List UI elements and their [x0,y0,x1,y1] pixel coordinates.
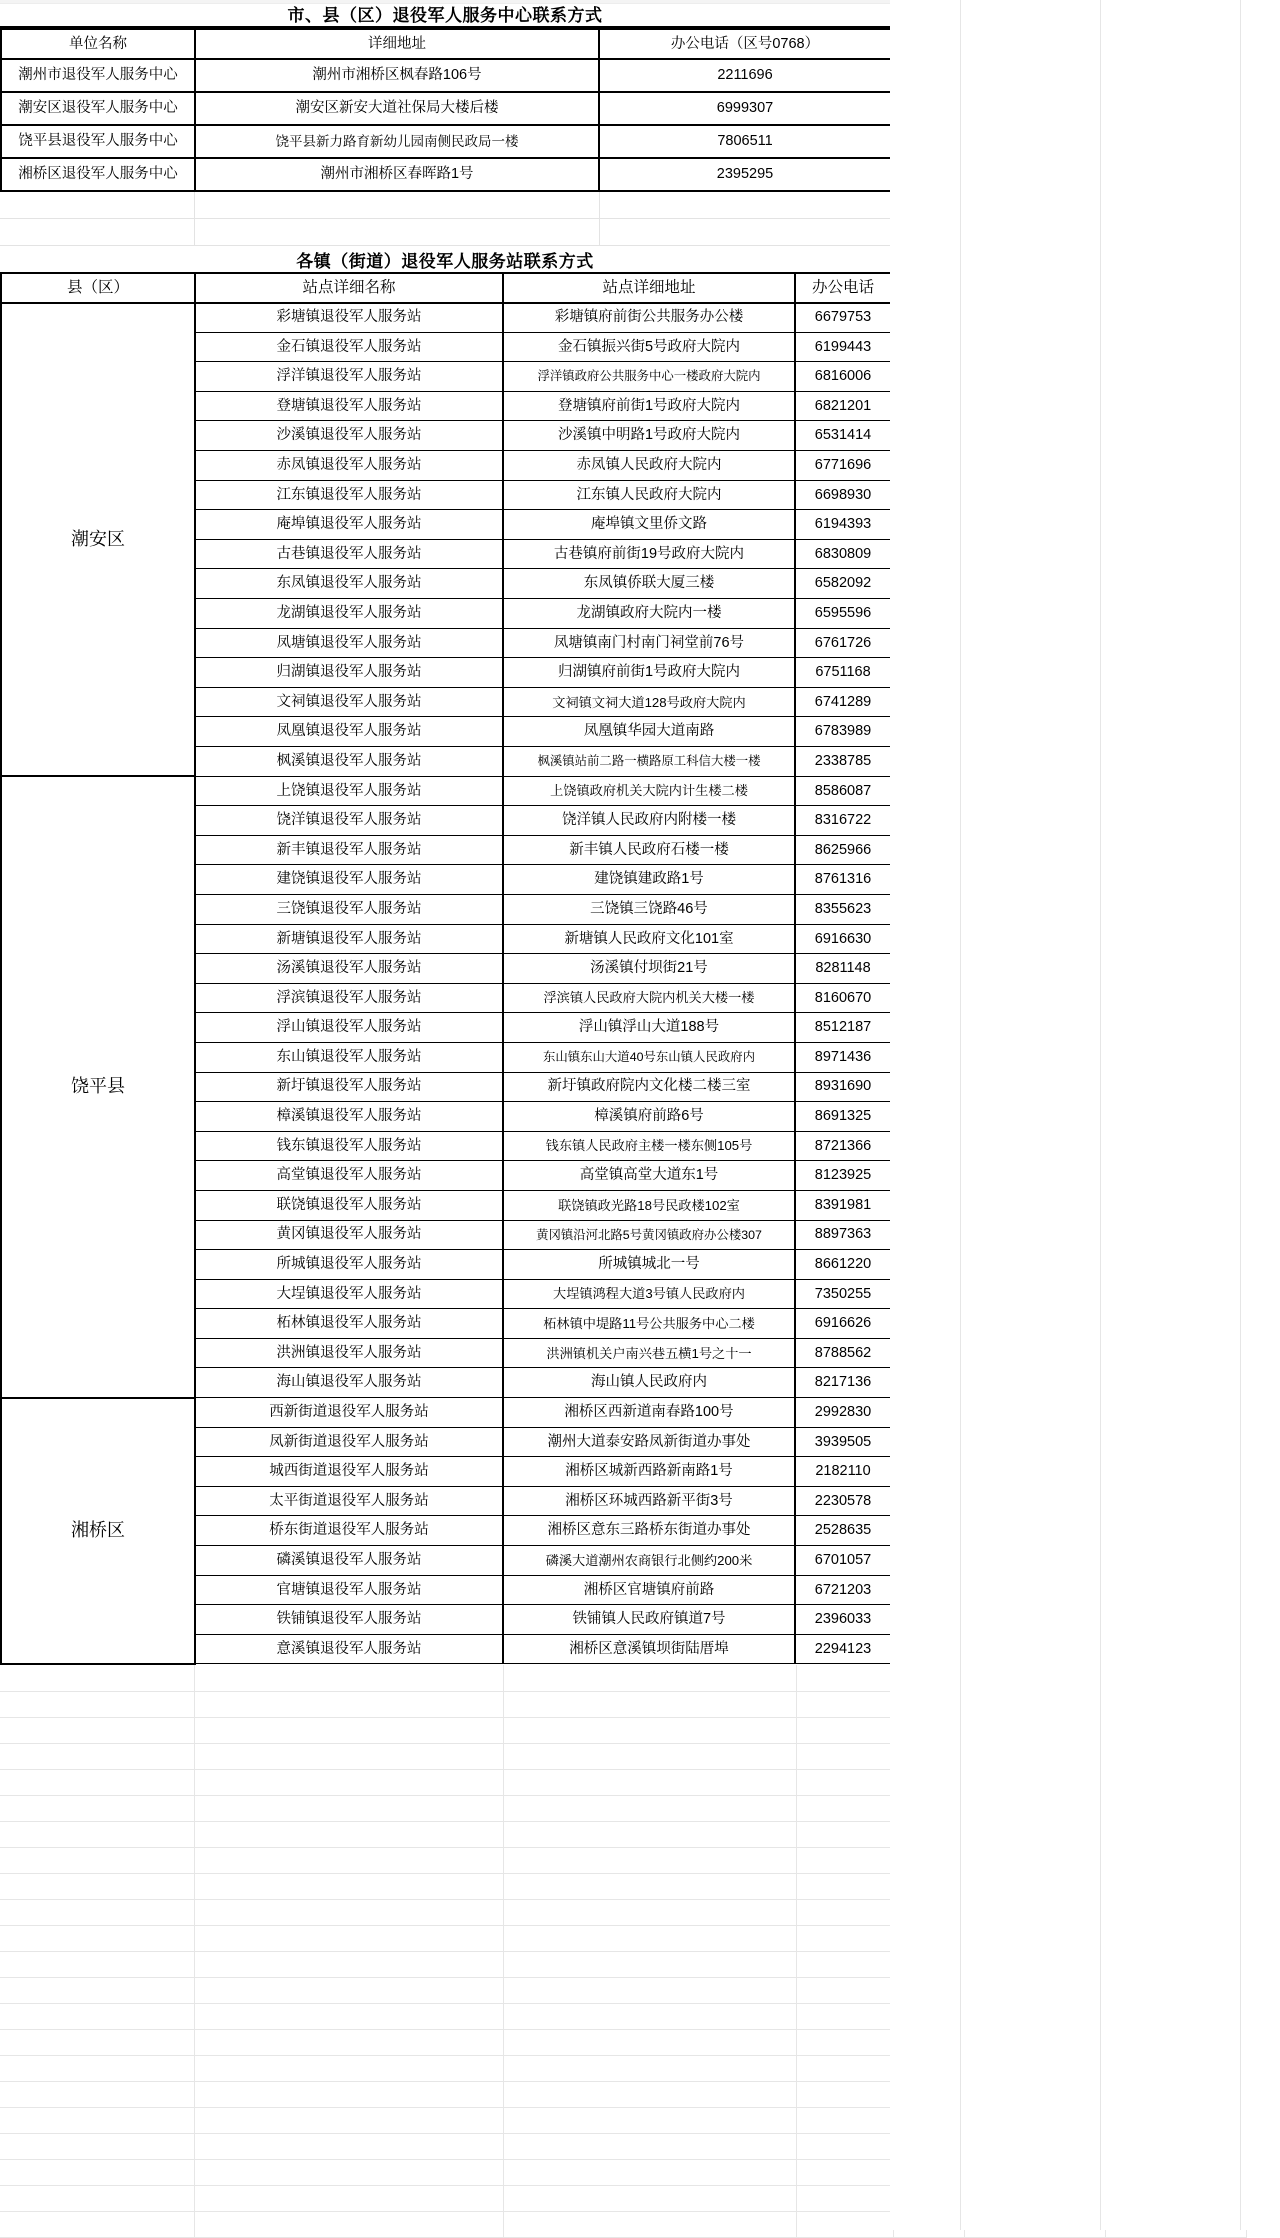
table2-cell-phone: 6721203 [795,1575,891,1605]
table2-cell-addr: 汤溪镇付坝街21号 [503,954,795,984]
table1-cell-phone: 7806511 [599,125,891,158]
table2-cell-addr: 湘桥区意东三路桥东街道办事处 [503,1516,795,1546]
table2-cell-addr: 江东镇人民政府大院内 [503,480,795,510]
table2-cell-addr: 海山镇人民政府内 [503,1368,795,1398]
table2-cell-addr: 湘桥区官塘镇府前路 [503,1575,795,1605]
table2-cell-addr: 湘桥区意溪镇坝街陆厝埠 [503,1634,795,1664]
table2-cell-phone: 8897363 [795,1220,891,1250]
table2-cell-name: 浮洋镇退役军人服务站 [195,362,503,392]
table2-cell-addr: 凤塘镇南门村南门祠堂前76号 [503,628,795,658]
table1-cell-unit-name: 湘桥区退役军人服务中心 [1,158,195,191]
table1-col-address: 详细地址 [195,29,599,59]
table2-cell-phone: 8625966 [795,835,891,865]
table2-cell-name: 彩塘镇退役军人服务站 [195,303,503,333]
table-row [1,158,891,191]
table2-cell-name: 城西街道退役军人服务站 [195,1457,503,1487]
table2-cell-addr: 古巷镇府前街19号政府大院内 [503,539,795,569]
table2-cell-phone: 8217136 [795,1368,891,1398]
table2-cell-addr: 钱东镇人民政府主楼一楼东侧105号 [503,1131,795,1161]
table1-cell-phone: 6999307 [599,92,891,125]
table2-cell-name: 高堂镇退役军人服务站 [195,1161,503,1191]
table2-cell-phone: 2182110 [795,1457,891,1487]
table2-cell-phone: 8355623 [795,894,891,924]
table2-cell-name: 古巷镇退役军人服务站 [195,539,503,569]
table2-cell-name: 三饶镇退役军人服务站 [195,894,503,924]
table1-cell-address: 潮安区新安大道社保局大楼后楼 [195,92,599,125]
table1-col-unit-name: 单位名称 [1,29,195,59]
table2-col-station-address: 站点详细地址 [503,273,795,303]
table-row [1,303,891,333]
table2-cell-addr: 新丰镇人民政府石楼一楼 [503,835,795,865]
table2-cell-phone: 6698930 [795,480,891,510]
table1-cell-unit-name: 潮州市退役军人服务中心 [1,59,195,92]
table2-cell-name: 沙溪镇退役军人服务站 [195,421,503,451]
table2-cell-addr: 新圩镇政府院内文化楼二楼三室 [503,1072,795,1102]
table2-cell-name: 太平街道退役军人服务站 [195,1486,503,1516]
table2-cell-addr: 登塘镇府前街1号政府大院内 [503,391,795,421]
table2-col-phone: 办公电话 [795,273,891,303]
table2-cell-phone: 6701057 [795,1546,891,1576]
table2-cell-name: 海山镇退役军人服务站 [195,1368,503,1398]
table2-cell-name: 洪洲镇退役军人服务站 [195,1338,503,1368]
table2-cell-name: 新圩镇退役军人服务站 [195,1072,503,1102]
table2-cell-phone: 8931690 [795,1072,891,1102]
table2-cell-name: 庵埠镇退役军人服务站 [195,510,503,540]
table2-cell-addr: 磷溪大道潮州农商银行北侧约200米 [503,1546,795,1576]
table2-cell-name: 江东镇退役军人服务站 [195,480,503,510]
table2-cell-phone: 6194393 [795,510,891,540]
table-row [1,125,891,158]
table2-cell-name: 新塘镇退役军人服务站 [195,924,503,954]
service-station-table [0,272,892,1665]
table2-cell-phone: 6751168 [795,658,891,688]
table2-cell-phone: 8512187 [795,1013,891,1043]
table2-cell-name: 浮山镇退役军人服务站 [195,1013,503,1043]
table2-cell-name: 金石镇退役军人服务站 [195,332,503,362]
table2-cell-addr: 赤凤镇人民政府大院内 [503,451,795,481]
table2-cell-name: 枫溪镇退役军人服务站 [195,747,503,777]
table2-cell-addr: 东山镇东山大道40号东山镇人民政府内 [503,1042,795,1072]
table2-cell-addr: 铁铺镇人民政府镇道7号 [503,1605,795,1635]
table1-cell-phone: 2211696 [599,59,891,92]
table2-cell-addr: 联饶镇政光路18号民政楼102室 [503,1190,795,1220]
table2-header-row [1,273,891,303]
table2-cell-name: 铁铺镇退役军人服务站 [195,1605,503,1635]
table2-cell-name: 凤新街道退役军人服务站 [195,1427,503,1457]
table-row [1,776,891,806]
table2-cell-addr: 彩塘镇府前街公共服务办公楼 [503,303,795,333]
table1-cell-address: 潮州市湘桥区春晖路1号 [195,158,599,191]
table2-cell-addr: 浮山镇浮山大道188号 [503,1013,795,1043]
table2-cell-phone: 2230578 [795,1486,891,1516]
table2-cell-addr: 归湖镇府前街1号政府大院内 [503,658,795,688]
table2-cell-name: 饶洋镇退役军人服务站 [195,806,503,836]
table2-cell-name: 赤凤镇退役军人服务站 [195,451,503,481]
table2-cell-phone: 8691325 [795,1102,891,1132]
table2-cell-name: 龙湖镇退役军人服务站 [195,599,503,629]
table2-cell-name: 桥东街道退役军人服务站 [195,1516,503,1546]
table2-cell-addr: 东凤镇侨联大厦三楼 [503,569,795,599]
table2-cell-name: 所城镇退役军人服务站 [195,1250,503,1280]
table2-cell-name: 凤凰镇退役军人服务站 [195,717,503,747]
table2-cell-name: 磷溪镇退役军人服务站 [195,1546,503,1576]
table2-cell-name: 大埕镇退役军人服务站 [195,1279,503,1309]
table2-cell-phone: 6821201 [795,391,891,421]
table2-cell-addr: 文祠镇文祠大道128号政府大院内 [503,687,795,717]
table2-cell-phone: 2294123 [795,1634,891,1664]
table2-cell-county: 饶平县 [1,776,195,1397]
table2-cell-addr: 枫溪镇站前二路一横路原工科信大楼一楼 [503,747,795,777]
table2-cell-name: 东山镇退役军人服务站 [195,1042,503,1072]
table2-cell-addr: 湘桥区环城西路新平街3号 [503,1486,795,1516]
table2-cell-phone: 8761316 [795,865,891,895]
empty-grid-gutter [890,0,1280,2230]
table2-cell-phone: 6916630 [795,924,891,954]
table2-cell-name: 联饶镇退役军人服务站 [195,1190,503,1220]
table2-cell-addr: 樟溪镇府前路6号 [503,1102,795,1132]
table2-cell-addr: 所城镇城北一号 [503,1250,795,1280]
table2-cell-phone: 2528635 [795,1516,891,1546]
table1-cell-unit-name: 饶平县退役军人服务中心 [1,125,195,158]
table2-cell-addr: 建饶镇建政路1号 [503,865,795,895]
table2-cell-name: 官塘镇退役军人服务站 [195,1575,503,1605]
table2-cell-addr: 庵埠镇文里侨文路 [503,510,795,540]
table2-cell-phone: 6595596 [795,599,891,629]
table2-col-county: 县（区） [1,273,195,303]
table2-cell-name: 钱东镇退役军人服务站 [195,1131,503,1161]
table2-cell-addr: 饶洋镇人民政府内附楼一楼 [503,806,795,836]
table2-cell-name: 新丰镇退役军人服务站 [195,835,503,865]
table2-cell-name: 建饶镇退役军人服务站 [195,865,503,895]
table2-cell-phone: 6761726 [795,628,891,658]
table2-cell-phone: 8281148 [795,954,891,984]
table2-cell-phone: 7350255 [795,1279,891,1309]
table2-cell-phone: 2338785 [795,747,891,777]
table-row [1,1398,891,1428]
table2-cell-county: 湘桥区 [1,1398,195,1664]
table2-cell-addr: 湘桥区西新道南春路100号 [503,1398,795,1428]
table2-cell-phone: 6741289 [795,687,891,717]
table2-cell-phone: 8123925 [795,1161,891,1191]
table2-cell-name: 登塘镇退役军人服务站 [195,391,503,421]
table2-cell-county: 潮安区 [1,303,195,777]
table-row [1,92,891,125]
service-center-table [0,28,892,192]
table2-cell-addr: 湘桥区城新西路新南路1号 [503,1457,795,1487]
table2-cell-addr: 凤凰镇华园大道南路 [503,717,795,747]
table2-cell-addr: 洪洲镇机关户南兴巷五横1号之十一 [503,1338,795,1368]
table2-cell-addr: 浮洋镇政府公共服务中心一楼政府大院内 [503,362,795,392]
table2-cell-phone: 6916626 [795,1309,891,1339]
table2-cell-name: 西新街道退役军人服务站 [195,1398,503,1428]
table2-cell-name: 黄冈镇退役军人服务站 [195,1220,503,1250]
table2-cell-name: 文祠镇退役军人服务站 [195,687,503,717]
table2-cell-phone: 2992830 [795,1398,891,1428]
table2-cell-addr: 大埕镇鸿程大道3号镇人民政府内 [503,1279,795,1309]
table2-cell-addr: 上饶镇政府机关大院内计生楼二楼 [503,776,795,806]
table2-cell-phone: 6199443 [795,332,891,362]
table2-cell-phone: 6771696 [795,451,891,481]
table2-cell-name: 归湖镇退役军人服务站 [195,658,503,688]
table2-cell-phone: 2396033 [795,1605,891,1635]
table2-cell-phone: 6830809 [795,539,891,569]
table-row [1,59,891,92]
table2-cell-phone: 8971436 [795,1042,891,1072]
table1-cell-unit-name: 潮安区退役军人服务中心 [1,92,195,125]
table2-cell-addr: 高堂镇高堂大道东1号 [503,1161,795,1191]
table2-cell-phone: 8721366 [795,1131,891,1161]
table1-cell-address: 潮州市湘桥区枫春路106号 [195,59,599,92]
table2-cell-addr: 金石镇振兴街5号政府大院内 [503,332,795,362]
table2-cell-addr: 黄冈镇沿河北路5号黄冈镇政府办公楼307 [503,1220,795,1250]
table2-cell-addr: 龙湖镇政府大院内一楼 [503,599,795,629]
table1-col-phone: 办公电话（区号0768） [599,29,891,59]
table2-cell-addr: 浮滨镇人民政府大院内机关大楼一楼 [503,983,795,1013]
table2-cell-phone: 6582092 [795,569,891,599]
table2-cell-addr: 沙溪镇中明路1号政府大院内 [503,421,795,451]
table2-cell-phone: 3939505 [795,1427,891,1457]
table1-header-row [1,29,891,59]
table2-cell-name: 东凤镇退役军人服务站 [195,569,503,599]
table2-cell-addr: 新塘镇人民政府文化101室 [503,924,795,954]
table2-cell-name: 凤塘镇退役军人服务站 [195,628,503,658]
table2-cell-name: 樟溪镇退役军人服务站 [195,1102,503,1132]
table2-title: 各镇（街道）退役军人服务站联系方式 [0,246,890,272]
table2-cell-phone: 6783989 [795,717,891,747]
table2-cell-addr: 柘林镇中堤路11号公共服务中心二楼 [503,1309,795,1339]
table2-cell-phone: 8586087 [795,776,891,806]
table2-cell-name: 汤溪镇退役军人服务站 [195,954,503,984]
table2-cell-phone: 8661220 [795,1250,891,1280]
table2-cell-addr: 三饶镇三饶路46号 [503,894,795,924]
table2-cell-name: 上饶镇退役军人服务站 [195,776,503,806]
table2-cell-phone: 6679753 [795,303,891,333]
table2-cell-phone: 8788562 [795,1338,891,1368]
table2-cell-phone: 8160670 [795,983,891,1013]
table2-col-station-name: 站点详细名称 [195,273,503,303]
table2-cell-name: 浮滨镇退役军人服务站 [195,983,503,1013]
table2-cell-name: 柘林镇退役军人服务站 [195,1309,503,1339]
table2-cell-name: 意溪镇退役军人服务站 [195,1634,503,1664]
table1-cell-address: 饶平县新力路育新幼儿园南侧民政局一楼 [195,125,599,158]
table2-cell-phone: 8316722 [795,806,891,836]
table2-cell-addr: 潮州大道泰安路凤新街道办事处 [503,1427,795,1457]
table2-cell-phone: 8391981 [795,1190,891,1220]
table2-cell-phone: 6816006 [795,362,891,392]
table1-cell-phone: 2395295 [599,158,891,191]
table2-cell-phone: 6531414 [795,421,891,451]
table1-title: 市、县（区）退役军人服务中心联系方式 [0,0,890,28]
